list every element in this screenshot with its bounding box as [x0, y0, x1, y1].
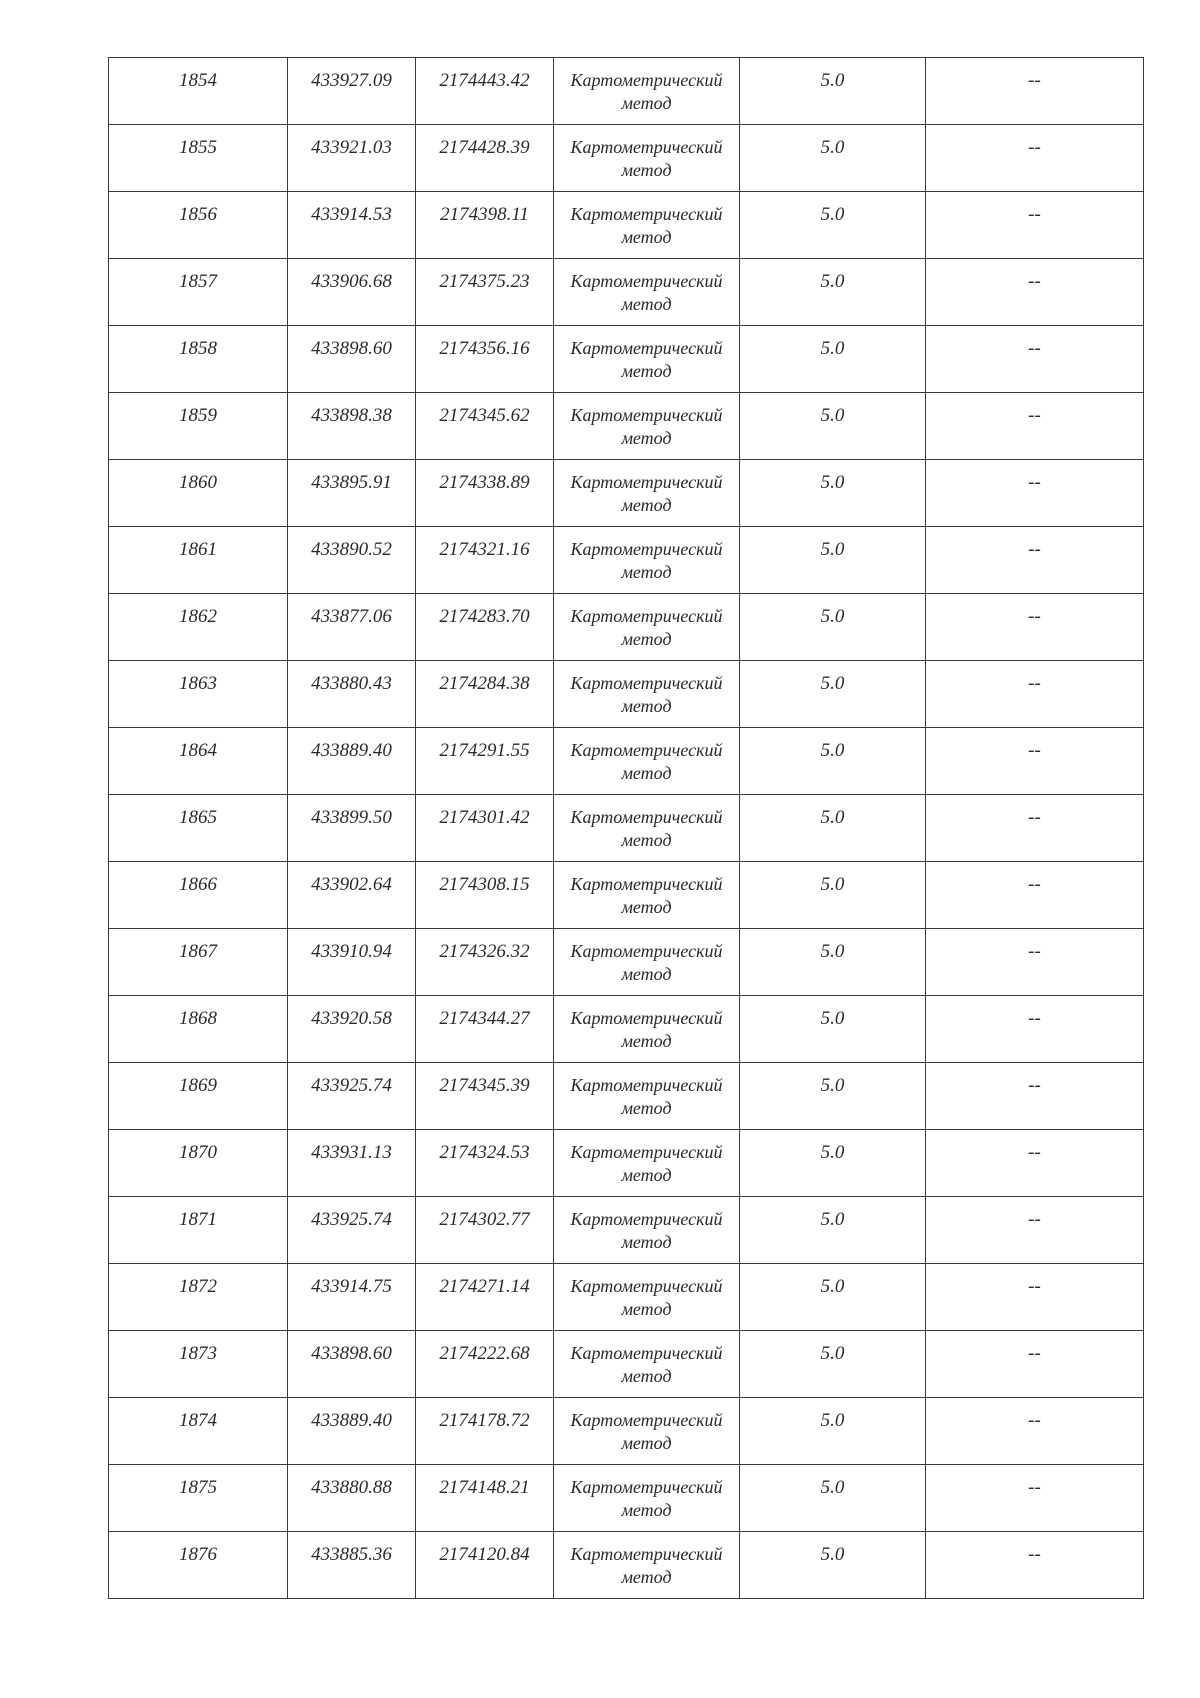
method-line1: Картометрический	[570, 874, 723, 894]
method-cell	[554, 862, 740, 929]
method-line2: метод	[621, 495, 672, 515]
accuracy-cell: 5.0	[740, 728, 926, 795]
y-coordinate-cell: 2174356.16	[416, 326, 554, 393]
method-line1: Картометрический	[570, 1410, 723, 1430]
method-line2: метод	[621, 227, 672, 247]
method-line2: метод	[621, 562, 672, 582]
x-coordinate-cell: 433889.40	[288, 1398, 416, 1465]
method-line1: Картометрический	[570, 204, 723, 224]
method-cell	[554, 326, 740, 393]
table-row	[109, 1197, 1144, 1264]
y-coordinate-cell: 2174321.16	[416, 527, 554, 594]
method-line2: метод	[621, 1433, 672, 1453]
accuracy-cell: 5.0	[740, 259, 926, 326]
method-line1: Картометрический	[570, 673, 723, 693]
accuracy-cell: 5.0	[740, 996, 926, 1063]
point-number-cell: 1864	[109, 728, 288, 795]
method-cell	[554, 594, 740, 661]
method-cell	[554, 1130, 740, 1197]
method-line2: метод	[621, 1500, 672, 1520]
point-number-cell: 1861	[109, 527, 288, 594]
method-line2: метод	[621, 1098, 672, 1118]
point-number-cell: 1873	[109, 1331, 288, 1398]
x-coordinate-cell: 433899.50	[288, 795, 416, 862]
x-coordinate-cell: 433910.94	[288, 929, 416, 996]
accuracy-cell: 5.0	[740, 125, 926, 192]
method-line2: метод	[621, 696, 672, 716]
table-row	[109, 192, 1144, 259]
point-number-cell: 1862	[109, 594, 288, 661]
note-cell: --	[926, 1264, 1144, 1331]
method-line1: Картометрический	[570, 606, 723, 626]
method-cell	[554, 929, 740, 996]
accuracy-cell: 5.0	[740, 594, 926, 661]
accuracy-cell: 5.0	[740, 58, 926, 125]
y-coordinate-cell: 2174338.89	[416, 460, 554, 527]
coordinates-table	[108, 57, 1144, 1599]
method-cell	[554, 527, 740, 594]
y-coordinate-cell: 2174148.21	[416, 1465, 554, 1532]
accuracy-cell: 5.0	[740, 862, 926, 929]
x-coordinate-cell: 433921.03	[288, 125, 416, 192]
note-cell: --	[926, 1331, 1144, 1398]
method-line2: метод	[621, 93, 672, 113]
y-coordinate-cell: 2174345.39	[416, 1063, 554, 1130]
method-line1: Картометрический	[570, 740, 723, 760]
method-line1: Картометрический	[570, 1142, 723, 1162]
point-number-cell: 1860	[109, 460, 288, 527]
table-row	[109, 1264, 1144, 1331]
point-number-cell: 1865	[109, 795, 288, 862]
y-coordinate-cell: 2174345.62	[416, 393, 554, 460]
table-row	[109, 1532, 1144, 1599]
x-coordinate-cell: 433914.53	[288, 192, 416, 259]
point-number-cell: 1876	[109, 1532, 288, 1599]
method-line2: метод	[621, 294, 672, 314]
note-cell: --	[926, 259, 1144, 326]
method-line1: Картометрический	[570, 539, 723, 559]
accuracy-cell: 5.0	[740, 1331, 926, 1398]
y-coordinate-cell: 2174428.39	[416, 125, 554, 192]
method-line1: Картометрический	[570, 405, 723, 425]
table-row	[109, 58, 1144, 125]
accuracy-cell: 5.0	[740, 393, 926, 460]
note-cell: --	[926, 661, 1144, 728]
note-cell: --	[926, 1465, 1144, 1532]
method-cell	[554, 1532, 740, 1599]
point-number-cell: 1859	[109, 393, 288, 460]
method-line2: метод	[621, 361, 672, 381]
method-line1: Картометрический	[570, 1544, 723, 1564]
method-line2: метод	[621, 1299, 672, 1319]
note-cell: --	[926, 862, 1144, 929]
table-row	[109, 393, 1144, 460]
y-coordinate-cell: 2174271.14	[416, 1264, 554, 1331]
method-cell	[554, 1331, 740, 1398]
method-line2: метод	[621, 1031, 672, 1051]
x-coordinate-cell: 433931.13	[288, 1130, 416, 1197]
x-coordinate-cell: 433914.75	[288, 1264, 416, 1331]
accuracy-cell: 5.0	[740, 1264, 926, 1331]
note-cell: --	[926, 594, 1144, 661]
method-line2: метод	[621, 964, 672, 984]
point-number-cell: 1875	[109, 1465, 288, 1532]
table-row	[109, 1130, 1144, 1197]
y-coordinate-cell: 2174302.77	[416, 1197, 554, 1264]
x-coordinate-cell: 433925.74	[288, 1197, 416, 1264]
x-coordinate-cell: 433925.74	[288, 1063, 416, 1130]
y-coordinate-cell: 2174308.15	[416, 862, 554, 929]
method-cell	[554, 125, 740, 192]
table-row	[109, 795, 1144, 862]
y-coordinate-cell: 2174178.72	[416, 1398, 554, 1465]
table-row	[109, 996, 1144, 1063]
method-cell	[554, 1197, 740, 1264]
y-coordinate-cell: 2174120.84	[416, 1532, 554, 1599]
point-number-cell: 1868	[109, 996, 288, 1063]
method-line2: метод	[621, 629, 672, 649]
table-row	[109, 125, 1144, 192]
table-row	[109, 1063, 1144, 1130]
method-line2: метод	[621, 763, 672, 783]
table-row	[109, 1465, 1144, 1532]
note-cell: --	[926, 1130, 1144, 1197]
y-coordinate-cell: 2174301.42	[416, 795, 554, 862]
table-row	[109, 929, 1144, 996]
note-cell: --	[926, 1532, 1144, 1599]
method-line2: метод	[621, 160, 672, 180]
method-cell	[554, 460, 740, 527]
method-line2: метод	[621, 1567, 672, 1587]
point-number-cell: 1858	[109, 326, 288, 393]
accuracy-cell: 5.0	[740, 795, 926, 862]
point-number-cell: 1869	[109, 1063, 288, 1130]
note-cell: --	[926, 326, 1144, 393]
table-row	[109, 1331, 1144, 1398]
table-row	[109, 1398, 1144, 1465]
accuracy-cell: 5.0	[740, 1130, 926, 1197]
note-cell: --	[926, 1197, 1144, 1264]
note-cell: --	[926, 58, 1144, 125]
table-row	[109, 527, 1144, 594]
table-row	[109, 326, 1144, 393]
method-cell	[554, 1398, 740, 1465]
point-number-cell: 1863	[109, 661, 288, 728]
x-coordinate-cell: 433902.64	[288, 862, 416, 929]
method-line2: метод	[621, 830, 672, 850]
y-coordinate-cell: 2174375.23	[416, 259, 554, 326]
method-line1: Картометрический	[570, 271, 723, 291]
y-coordinate-cell: 2174283.70	[416, 594, 554, 661]
table-row	[109, 594, 1144, 661]
point-number-cell: 1870	[109, 1130, 288, 1197]
accuracy-cell: 5.0	[740, 192, 926, 259]
accuracy-cell: 5.0	[740, 527, 926, 594]
note-cell: --	[926, 996, 1144, 1063]
method-cell	[554, 58, 740, 125]
note-cell: --	[926, 460, 1144, 527]
accuracy-cell: 5.0	[740, 326, 926, 393]
method-line2: метод	[621, 1165, 672, 1185]
accuracy-cell: 5.0	[740, 1063, 926, 1130]
x-coordinate-cell: 433890.52	[288, 527, 416, 594]
note-cell: --	[926, 929, 1144, 996]
y-coordinate-cell: 2174222.68	[416, 1331, 554, 1398]
y-coordinate-cell: 2174284.38	[416, 661, 554, 728]
table-row	[109, 259, 1144, 326]
point-number-cell: 1857	[109, 259, 288, 326]
method-cell	[554, 259, 740, 326]
coordinates-table-body	[109, 58, 1144, 1599]
y-coordinate-cell: 2174291.55	[416, 728, 554, 795]
accuracy-cell: 5.0	[740, 1532, 926, 1599]
method-cell	[554, 1264, 740, 1331]
method-cell	[554, 996, 740, 1063]
method-cell	[554, 661, 740, 728]
accuracy-cell: 5.0	[740, 661, 926, 728]
method-line1: Картометрический	[570, 1008, 723, 1028]
point-number-cell: 1874	[109, 1398, 288, 1465]
point-number-cell: 1856	[109, 192, 288, 259]
point-number-cell: 1871	[109, 1197, 288, 1264]
accuracy-cell: 5.0	[740, 1465, 926, 1532]
accuracy-cell: 5.0	[740, 929, 926, 996]
y-coordinate-cell: 2174344.27	[416, 996, 554, 1063]
x-coordinate-cell: 433877.06	[288, 594, 416, 661]
x-coordinate-cell: 433885.36	[288, 1532, 416, 1599]
accuracy-cell: 5.0	[740, 1398, 926, 1465]
point-number-cell: 1872	[109, 1264, 288, 1331]
note-cell: --	[926, 795, 1144, 862]
x-coordinate-cell: 433898.60	[288, 326, 416, 393]
method-line1: Картометрический	[570, 472, 723, 492]
method-line1: Картометрический	[570, 1477, 723, 1497]
method-line1: Картометрический	[570, 941, 723, 961]
method-line1: Картометрический	[570, 338, 723, 358]
y-coordinate-cell: 2174443.42	[416, 58, 554, 125]
note-cell: --	[926, 527, 1144, 594]
x-coordinate-cell: 433895.91	[288, 460, 416, 527]
table-row	[109, 661, 1144, 728]
method-line2: метод	[621, 897, 672, 917]
table-row	[109, 862, 1144, 929]
x-coordinate-cell: 433898.60	[288, 1331, 416, 1398]
method-line1: Картометрический	[570, 1343, 723, 1363]
method-cell	[554, 728, 740, 795]
method-line1: Картометрический	[570, 1075, 723, 1095]
x-coordinate-cell: 433927.09	[288, 58, 416, 125]
method-line1: Картометрический	[570, 807, 723, 827]
method-line1: Картометрический	[570, 70, 723, 90]
y-coordinate-cell: 2174398.11	[416, 192, 554, 259]
note-cell: --	[926, 728, 1144, 795]
method-line2: метод	[621, 1232, 672, 1252]
point-number-cell: 1866	[109, 862, 288, 929]
method-line2: метод	[621, 1366, 672, 1386]
x-coordinate-cell: 433906.68	[288, 259, 416, 326]
method-line1: Картометрический	[570, 1276, 723, 1296]
method-cell	[554, 1465, 740, 1532]
accuracy-cell: 5.0	[740, 460, 926, 527]
note-cell: --	[926, 192, 1144, 259]
method-line1: Картометрический	[570, 1209, 723, 1229]
note-cell: --	[926, 1398, 1144, 1465]
y-coordinate-cell: 2174326.32	[416, 929, 554, 996]
table-row	[109, 460, 1144, 527]
table-row	[109, 728, 1144, 795]
note-cell: --	[926, 125, 1144, 192]
point-number-cell: 1854	[109, 58, 288, 125]
method-line2: метод	[621, 428, 672, 448]
method-cell	[554, 393, 740, 460]
x-coordinate-cell: 433898.38	[288, 393, 416, 460]
note-cell: --	[926, 393, 1144, 460]
method-cell	[554, 795, 740, 862]
point-number-cell: 1855	[109, 125, 288, 192]
accuracy-cell: 5.0	[740, 1197, 926, 1264]
x-coordinate-cell: 433920.58	[288, 996, 416, 1063]
point-number-cell: 1867	[109, 929, 288, 996]
note-cell: --	[926, 1063, 1144, 1130]
method-cell	[554, 192, 740, 259]
y-coordinate-cell: 2174324.53	[416, 1130, 554, 1197]
x-coordinate-cell: 433880.88	[288, 1465, 416, 1532]
method-line1: Картометрический	[570, 137, 723, 157]
method-cell	[554, 1063, 740, 1130]
x-coordinate-cell: 433880.43	[288, 661, 416, 728]
x-coordinate-cell: 433889.40	[288, 728, 416, 795]
